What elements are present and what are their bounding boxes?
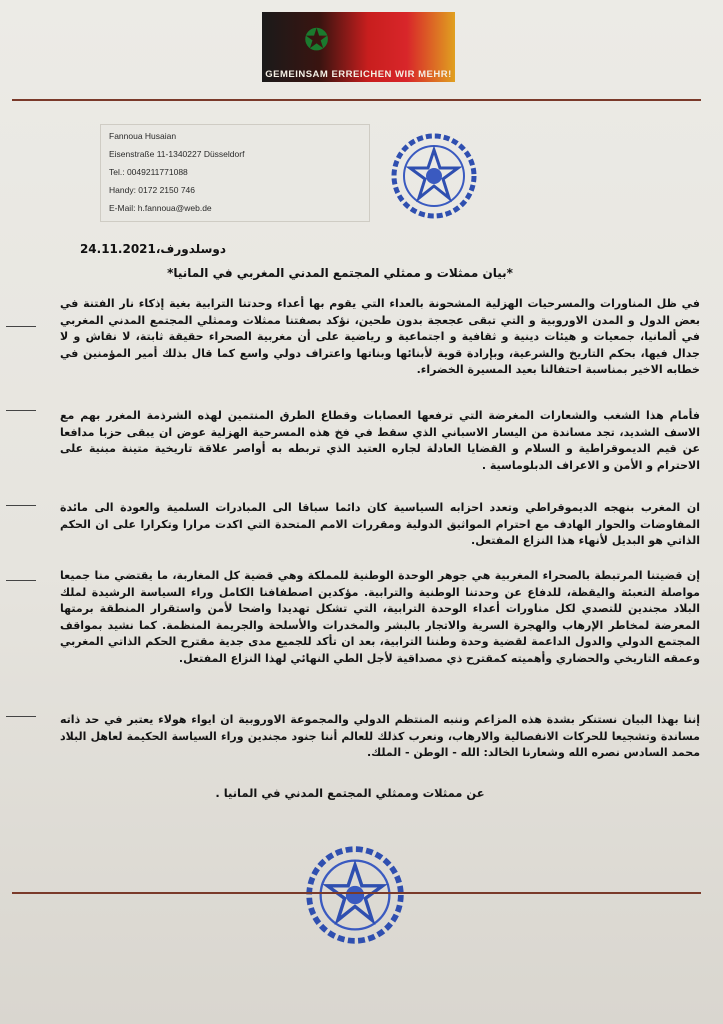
paragraph-3: ان المغرب بنهجه الديموقراطي وتعدد احزابه السياسية كان دائما سباقا الى المبادرات السلمية والعودة الى مائدة المفاوضات والحوار الهادف مع احترام المواثيق الدولية ومقررات الامم المتحدة التي اكدت مرارا وتكرارا على ان الحكم الذاتي هو البديل لأنهاء هذا النزاع المفتعل. — [60, 501, 700, 548]
contact-email: E-Mail: h.fannoua@web.de — [109, 203, 212, 213]
contact-tel: Tel.: 0049211771088 — [109, 167, 188, 177]
contact-address: Eisenstraße 11-1340227 Düsseldorf — [109, 149, 245, 159]
paragraph-5: إننا بهذا البيان نستنكر بشدة هذه المزاعم وننبه المنتظم الدولي والمجموعة الاوروبية ان ايواء هولاء يعتبر في حد ذاته مساندة وتشجيعا للحركات الانفصالية والارهاب، ونعرب كذلك للعالم أننا جنود مجندين وراء السياسة الحكيمة لعاهل البلاد محمد السادس نصره الله وشعارنا الخالد: الله - الوطن - الملك. — [60, 713, 700, 760]
banner-motto: GEMEINSAM ERREICHEN WIR MEHR! — [265, 69, 452, 80]
contact-handy: Handy: 0172 2150 746 — [109, 185, 196, 195]
margin-mark — [6, 716, 36, 717]
paragraph-1: في ظل المناورات والمسرحيات الهزلية المشحونة بالعداء التي يقوم بها أعداء وحدتنا الترابية بغية إذكاء نار الفتنة في بعض الدول و المدن الاوروبية و التي تبقى عجعجة بدون طحين، نؤكد بصفتنا ممثلات وممثلي المجتمع المدني المغربي في ألمانيا، جمعيات و هيئات دينية و ثقافية و اجتماعية و رياضية على أن مغربية الصحراء حقيقة ثابتة، لا نقاش و لا جدال فيها، بحكم التاريخ والشرعية، وبإرادة قوية لأبنائها وبناتها واعتراف دولي واسع كما قال بذلك أمير المؤمنين في خطابه الاخير بمناسبة احتفالنا بعيد المسيرة الخضراء. — [60, 297, 700, 377]
margin-mark — [6, 580, 36, 581]
letter-date: دوسلدورف،24.11.2021 — [79, 242, 226, 256]
header-divider — [12, 99, 701, 101]
contact-name: Fannoua Husaian — [109, 131, 177, 141]
margin-mark — [6, 505, 36, 506]
paragraph-2: فأمام هذا الشغب والشعارات المغرضة التي ترفعها العصابات وقطاع الطرق المنتمين لهذه الشرذمة المغرر بهم مع الاسف الشديد، تجد مساندة من اليسار الاسباني الذي سقط في فخ هذه المسرحية الهزلية عوض ان يبقى حزبا مدافعا عن قيم الديموقراطية و السلام و القضايا العادلة لجاره العتيد الذي تربطه به أواصر علاقة تاريخية متينة مبنية على الاحترام و الأمن و الاعراف الدبلوماسية . — [60, 409, 700, 472]
margin-mark — [6, 410, 36, 411]
margin-mark — [6, 326, 36, 327]
signature-line: عن ممثلات وممثلي المجتمع المدني في المانيا . — [215, 786, 485, 800]
pentagram-star-icon: ✪ — [304, 23, 330, 58]
footer-emblem-seal-icon — [300, 840, 410, 950]
flag-banner — [262, 12, 455, 82]
contact-block — [100, 124, 370, 222]
statement-title: *بيان ممثلات و ممثلي المجتمع المدني المغربي في المانيا* — [167, 266, 513, 280]
footer-divider — [12, 892, 701, 894]
emblem-seal-icon — [386, 128, 482, 224]
paragraph-4: إن قضيتنا المرتبطة بالصحراء المغربية هي جوهر الوحدة الوطنية للمملكة وهي قضية كل المغاربة، ما يقتضي منا جميعا مواصلة التعبئة واليقظة، للدفاع عن وحدتنا الوطنية والترابية. مؤكدين اصطفافنا الكامل وراء السياسة الرشيدة لملك البلاد مجندين للتصدي لكل مناورات أعداء الوحدة الترابية، التي تشكل تهديدا واضحا لأمن واستقرار المنطقة برمتها المعرضة لمخاطر الإرهاب والهجرة السرية والاتجار بالبشر والمخدرات والأسلحة والجريمة المنظمة. كما نشيد بمواقف المجتمع الدولي والدول الداعمة لقضية وحدة وطننا الترابية، بعد ان تأكد للجميع مدى جدية مقترح الحكم الذاتي المغربي وعمقه التاريخي والحضاري وأهميته كمقترح ذي مصداقية لأجل الطي النهائي لهذا النزاع المفتعل. — [60, 569, 700, 665]
